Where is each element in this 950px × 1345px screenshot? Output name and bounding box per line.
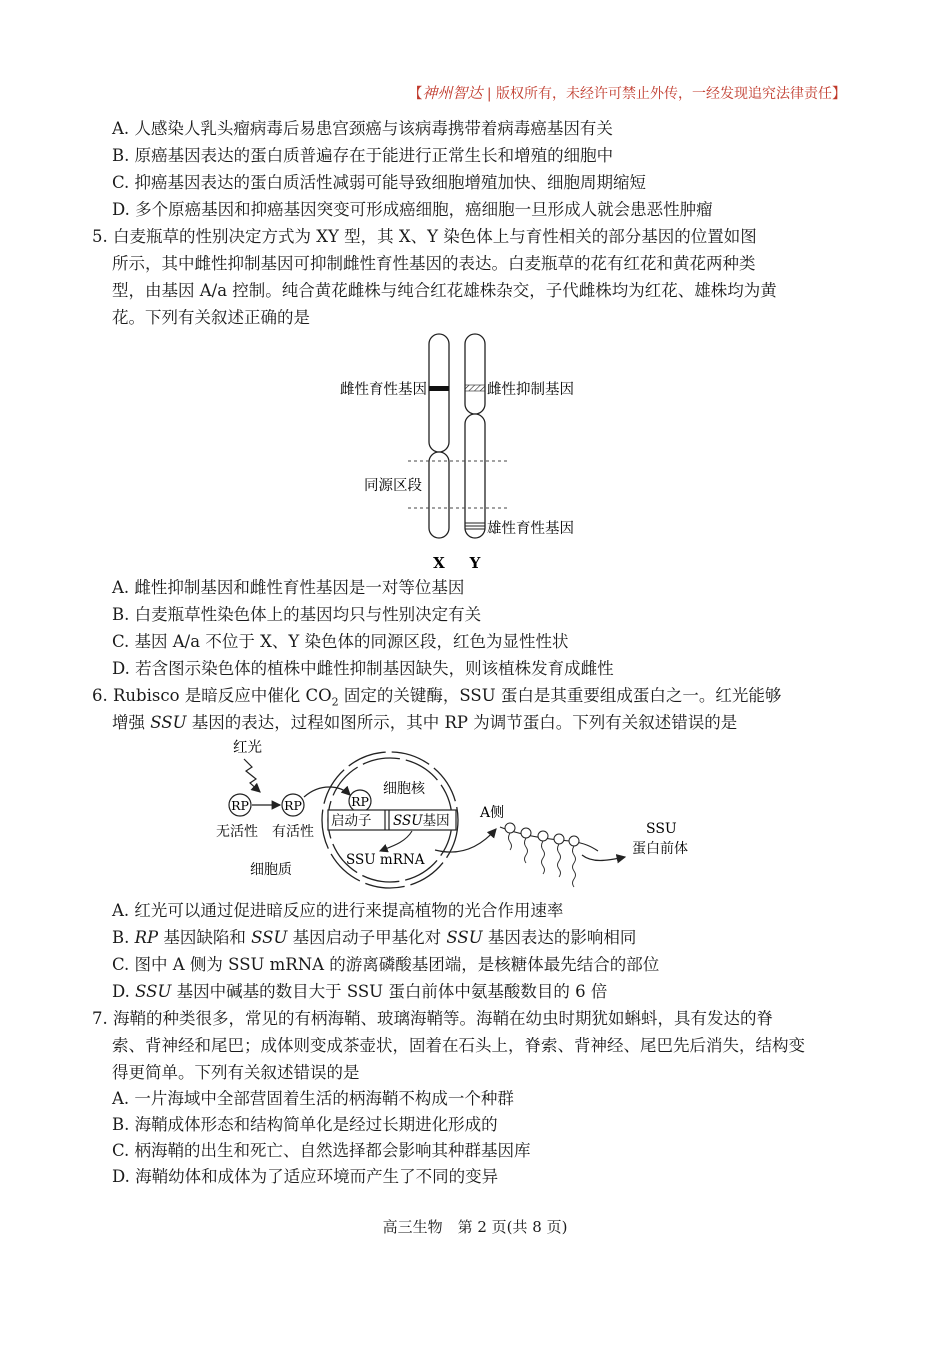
q6-line2-pre: 增强	[112, 713, 151, 732]
translation-arrow	[582, 855, 625, 861]
ssu-gene-suffix: 基因	[422, 813, 450, 829]
label-protein-precursor: 蛋白前体	[632, 841, 688, 857]
q5-stem-line-4: 花。下列有关叙述正确的是	[112, 308, 310, 327]
q6-stem-line-1	[92, 685, 781, 713]
q4-option-b: B. 原癌基因表达的蛋白质普遍存在于能进行正常生长和增殖的细胞中	[112, 146, 614, 165]
q4-option-d: D. 多个原癌基因和抑癌基因突变可形成癌细胞，癌细胞一旦形成人就会患恶性肿瘤	[112, 200, 713, 219]
q6-line1-sub: 2	[331, 695, 339, 709]
label-inactive: 无活性	[216, 824, 258, 840]
q7-option-c: C. 柄海鞘的出生和死亡、自然选择都会影响其种群基因库	[112, 1141, 531, 1160]
label-cytoplasm: 细胞质	[250, 862, 292, 878]
banner-text: 版权所有，未经许可禁止外传，一经发现追究法律责任	[496, 86, 832, 102]
ribosome-icon	[569, 836, 579, 887]
q7-stem-line-1: 7. 海鞘的种类很多，常见的有柄海鞘、玻璃海鞘等。海鞘在幼虫时期犹如蝌蚪，具有发达的脊	[92, 1009, 773, 1028]
q6-line1-post: 固定的关键酶，SSU 蛋白是其重要组成蛋白之一。红光能够	[338, 686, 782, 705]
brand-logo: 神州智达	[422, 84, 483, 102]
q6-option-c: C. 图中 A 侧为 SSU mRNA 的游离磷酸基团端，是核糖体最先结合的部位	[112, 955, 660, 974]
q5-option-a: A. 雌性抑制基因和雌性育性基因是一对等位基因	[112, 578, 465, 597]
q6-d-pre: D.	[112, 982, 136, 1001]
q5-stem-line-1: 5. 白麦瓶草的性别决定方式为 XY 型，其 X、Y 染色体上与育性相关的部分基因的位置如图	[92, 227, 757, 246]
q5-option-d: D. 若含图示染色体的植株中雌性抑制基因缺失，则该植株发育成雌性	[112, 659, 614, 678]
ssu-gene-italic: SSU	[393, 813, 423, 829]
label-female-fertility-gene: 雌性育性基因	[340, 382, 427, 398]
q4-option-c: C. 抑癌基因表达的蛋白质活性减弱可能导致细胞增殖加快、细胞周期缩短	[112, 173, 647, 192]
q6-b-italic-2: SSU	[251, 928, 288, 947]
ribosome-icon	[538, 831, 548, 874]
label-red-light: 红光	[233, 740, 262, 756]
q6-b-mid-1: 基因缺陷和	[158, 928, 252, 947]
label-homologous-segment: 同源区段	[364, 478, 422, 494]
y-chromosome-lower-arm	[465, 414, 485, 538]
q5-option-b: B. 白麦瓶草性染色体上的基因均只与性别决定有关	[112, 605, 482, 624]
q6-b-mid-2: 基因启动子甲基化对	[287, 928, 447, 947]
y-chromosome-upper-arm	[465, 334, 485, 414]
ribosome-icon	[505, 823, 515, 850]
q5-stem-line-3: 型，由基因 A/a 控制。纯合黄花雌株与纯合红花雄株杂交，子代雌株均为红花、雄株均为黄	[112, 281, 777, 300]
rp-bound-label: RP	[351, 794, 369, 809]
chromosome-figure	[320, 330, 620, 575]
q7-option-b: B. 海鞘成体形态和结构简单化是经过长期进化形成的	[112, 1115, 498, 1134]
red-light-zigzag-icon	[244, 759, 260, 792]
label-x-chromosome: X	[433, 554, 445, 572]
female-fertility-gene-band	[429, 386, 449, 391]
q7-option-d: D. 海鞘幼体和成体为了适应环境而产生了不同的变异	[112, 1167, 499, 1186]
copyright-banner: 【神州智达 | 版权所有，未经许可禁止外传，一经发现追究法律责任】	[408, 84, 846, 102]
female-suppressor-gene-band	[465, 385, 485, 391]
rp-inactive-label: RP	[231, 798, 249, 813]
label-male-fertility-gene: 雄性育性基因	[487, 521, 574, 537]
ribosome-icon	[554, 834, 564, 877]
banner-open-bracket: 【	[408, 86, 423, 102]
q6-option-d	[112, 981, 607, 1003]
q6-b-italic-3: SSU	[446, 928, 483, 947]
ssu-expression-figure	[200, 735, 720, 895]
q6-d-post: 基因中碱基的数目大于 SSU 蛋白前体中氨基酸数目的 6 倍	[171, 982, 608, 1001]
q6-option-a: A. 红光可以通过促进暗反应的进行来提高植物的光合作用速率	[112, 901, 564, 920]
q4-option-a: A. 人感染人乳头瘤病毒后易患宫颈癌与该病毒携带着病毒癌基因有关	[112, 119, 613, 138]
ribosome-icon	[521, 828, 531, 863]
q6-b-pre: B.	[112, 928, 135, 947]
q7-option-a: A. 一片海域中全部营固着生活的柄海鞘不构成一个种群	[112, 1089, 514, 1108]
label-female-suppressor-gene: 雌性抑制基因	[487, 382, 574, 398]
q6-option-b	[112, 927, 636, 949]
q5-stem-line-2: 所示，其中雌性抑制基因可抑制雌性育性基因的表达。白麦瓶草的花有红花和黄花两种类	[112, 254, 756, 273]
page-footer: 高三生物 第 2 页(共 8 页)	[382, 1218, 568, 1236]
mrna-export-arrow	[435, 829, 496, 852]
x-chromosome-lower-arm	[429, 452, 449, 538]
q6-line2-italic: SSU	[150, 713, 187, 732]
transcription-arrow	[380, 831, 412, 851]
x-chromosome-upper-arm	[429, 334, 449, 452]
label-ssu-mrna: SSU mRNA	[346, 852, 425, 868]
q6-b-post: 基因表达的影响相同	[482, 928, 637, 947]
label-a-side: A侧	[480, 805, 505, 821]
q6-d-italic: SSU	[135, 982, 172, 1001]
rp-active-label: RP	[284, 798, 302, 813]
label-promoter: 启动子	[331, 813, 372, 829]
q7-stem-line-3: 得更简单。下列有关叙述错误的是	[112, 1063, 360, 1082]
q7-stem-line-2: 索、背神经和尾巴；成体则变成茶壶状，固着在石头上，脊索、背神经、尾巴先后消失，结构变	[112, 1036, 805, 1055]
banner-close-bracket: 】	[832, 86, 846, 102]
q5-option-c: C. 基因 A/a 不位于 X、Y 染色体的同源区段，红色为显性性状	[112, 632, 569, 651]
q6-line2-post: 基因的表达，过程如图所示，其中 RP 为调节蛋白。下列有关叙述错误的是	[186, 713, 738, 732]
label-nucleus: 细胞核	[383, 781, 425, 797]
q6-line1-pre: 6. Rubisco 是暗反应中催化 CO	[92, 686, 332, 705]
label-ssu-gene	[393, 813, 450, 829]
label-active: 有活性	[272, 824, 314, 840]
q6-stem-line-2	[112, 712, 737, 734]
q6-b-italic-1: RP	[134, 928, 159, 947]
label-y-chromosome: Y	[469, 554, 481, 572]
label-ssu: SSU	[646, 821, 677, 837]
